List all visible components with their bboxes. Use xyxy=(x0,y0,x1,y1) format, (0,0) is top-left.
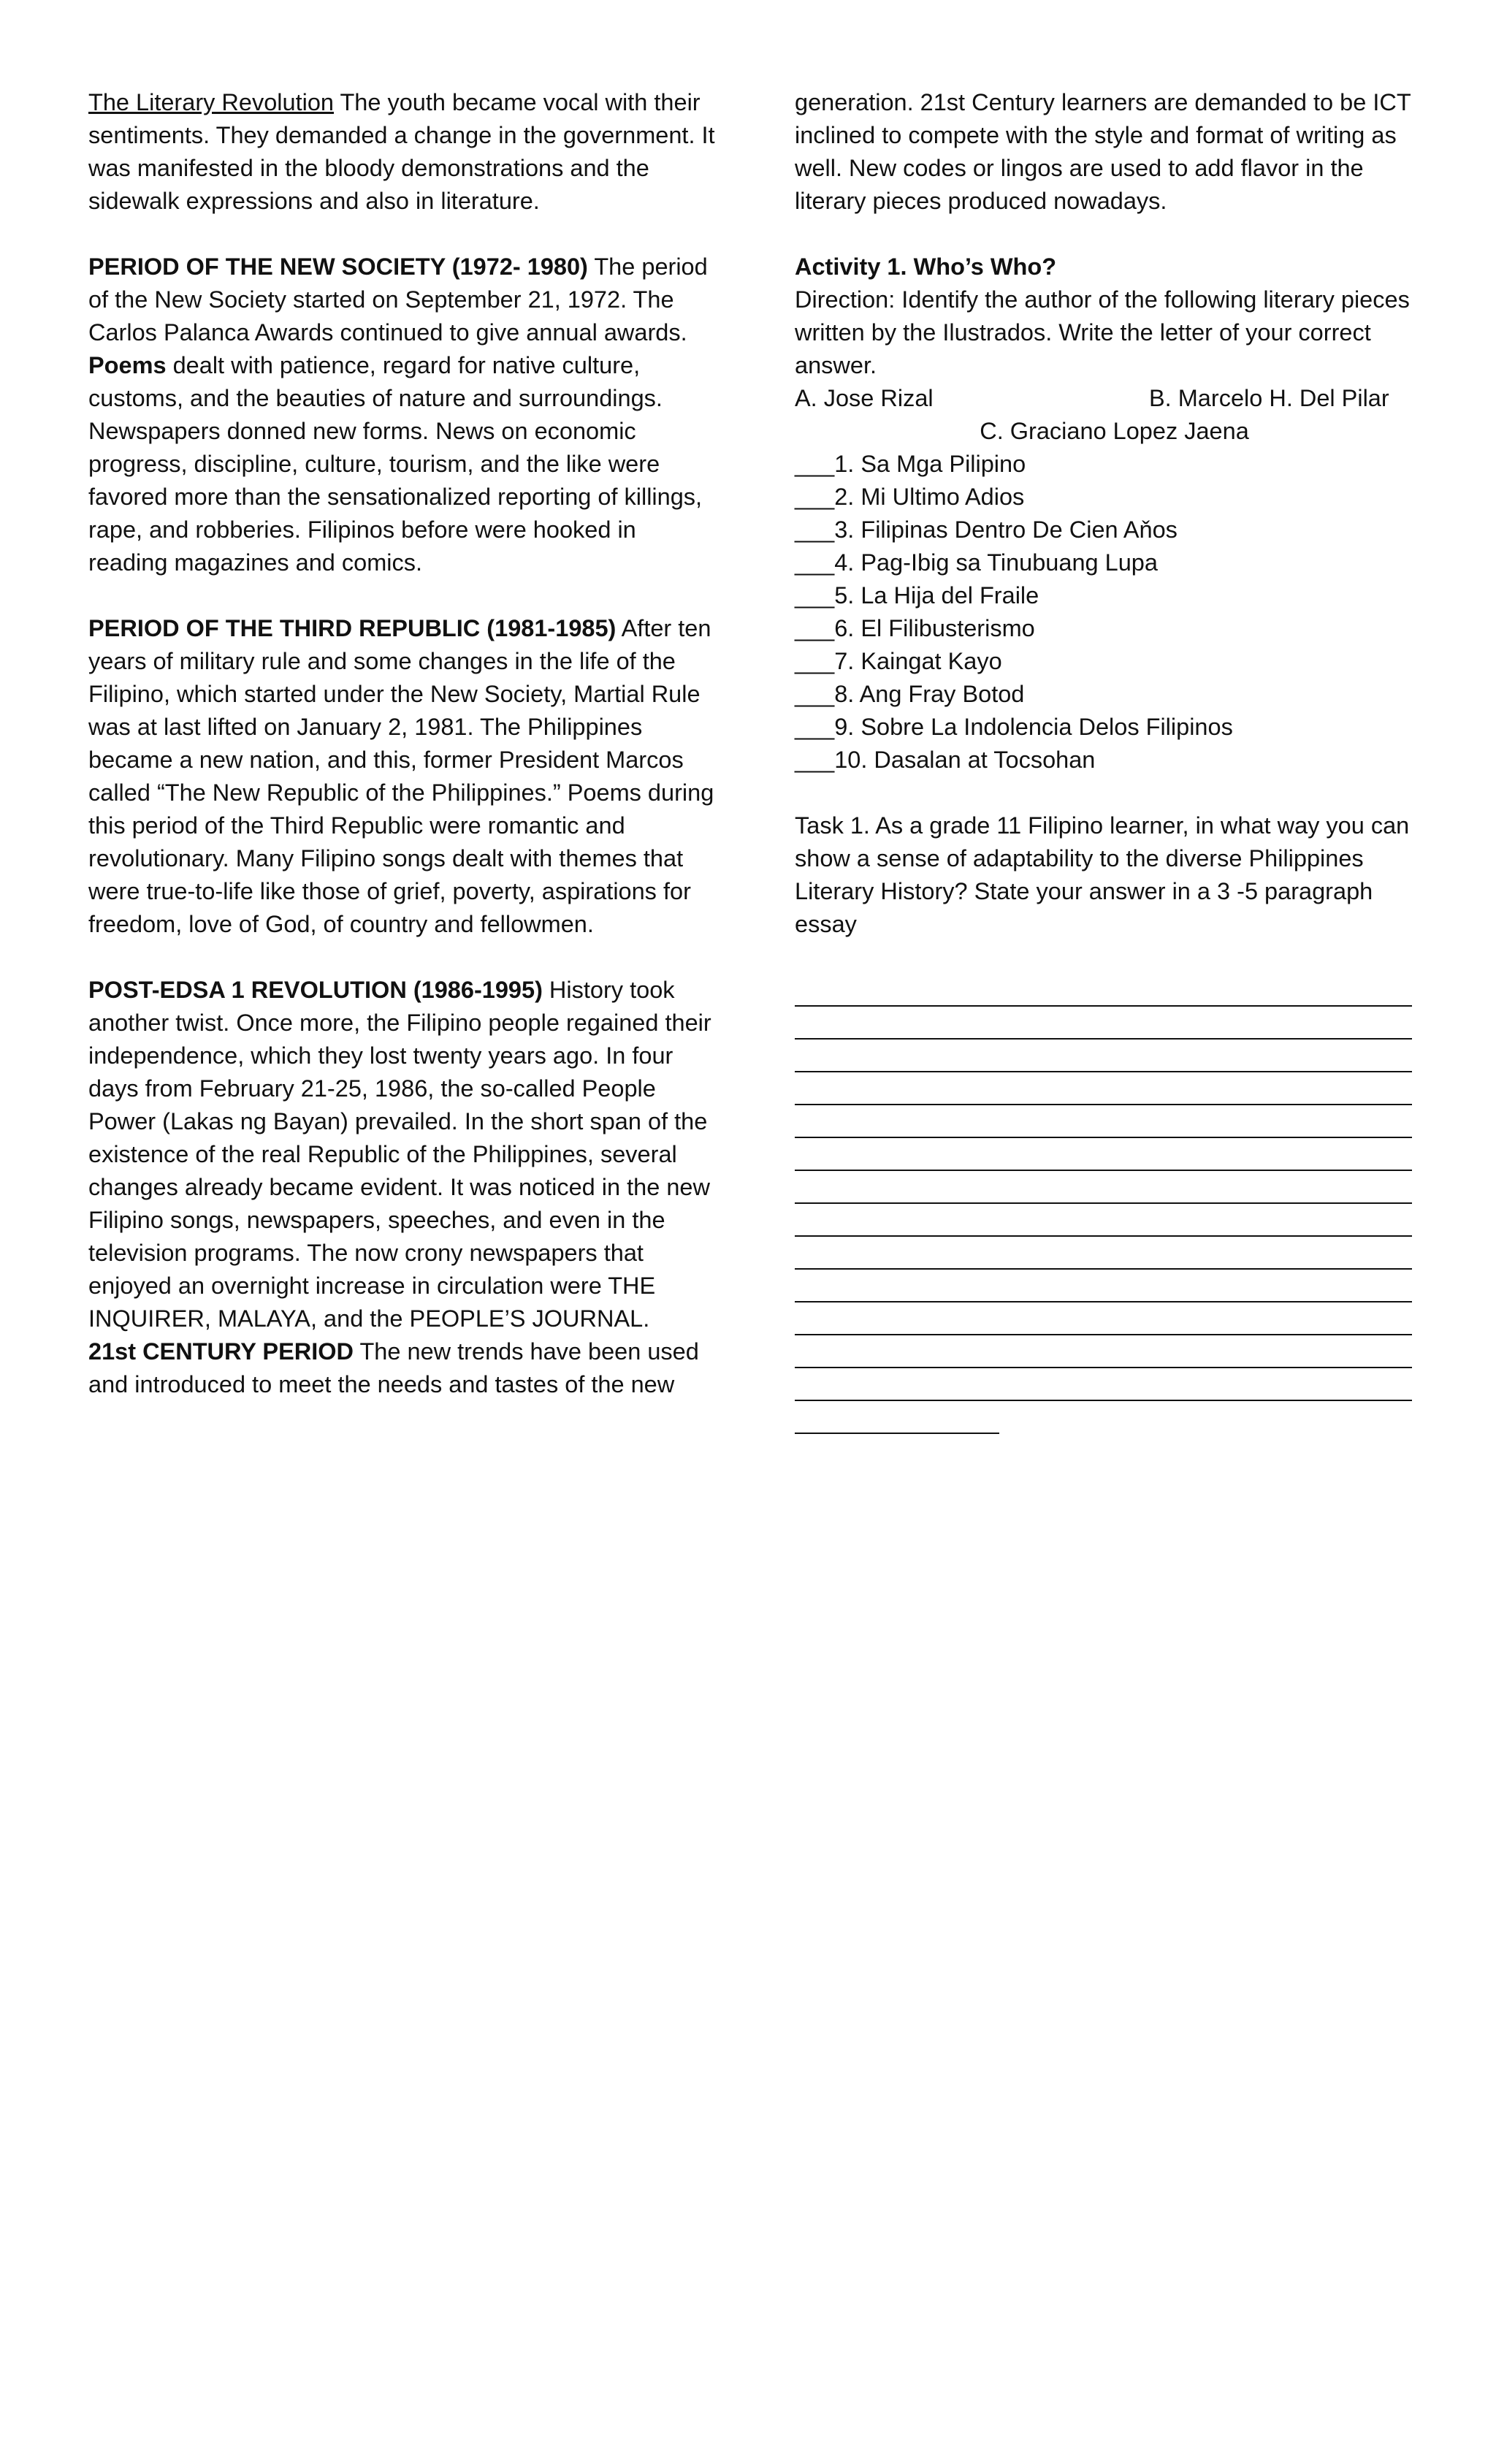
literary-revolution-text: The youth became vocal with their sentiments. They demanded a change in the government. It was manifested in the bloody demonstrations and the sidewalk expressions and also in literature. xyxy=(88,89,715,214)
answer-line[interactable] xyxy=(795,1237,1412,1270)
activity-direction: Direction: Identify the author of the following literary pieces written by the Ilustrados. Write the letter of your correct answer. xyxy=(795,286,1410,378)
answer-line[interactable] xyxy=(795,1171,1412,1204)
answer-line[interactable] xyxy=(795,1270,1412,1302)
answer-line[interactable] xyxy=(795,1302,1412,1335)
third-republic-text: After ten years of military rule and some changes in the life of the Filipino, which started under the New Society, Martial Rule was at last lifted on January 2, 1981. The Philippines became a new nation, and this, former President Marcos called “The New Republic of the Philippines.” Poems during this period of the Third Republic were romantic and revolutionary. Many Filipino songs dealt with themes that were true-to-life like those of grief, poverty, aspirations for freedom, love of God, of country and fellowmen. xyxy=(88,615,714,937)
literary-revolution-paragraph xyxy=(88,86,718,218)
answer-choices-row xyxy=(795,382,1412,415)
list-item[interactable]: ___5. La Hija del Fraile xyxy=(795,582,1039,609)
activity-title: Activity 1. Who’s Who? xyxy=(795,253,1057,280)
post-edsa-heading: POST-EDSA 1 REVOLUTION (1986-1995) xyxy=(88,977,543,1003)
list-item[interactable]: ___10. Dasalan at Tocsohan xyxy=(795,747,1096,773)
list-item[interactable]: ___7. Kaingat Kayo xyxy=(795,648,1002,674)
answer-line[interactable] xyxy=(795,1040,1412,1072)
choice-a: A. Jose Rizal xyxy=(795,385,934,411)
new-society-paragraph xyxy=(88,251,718,579)
list-item[interactable]: ___2. Mi Ultimo Adios xyxy=(795,484,1025,510)
post-edsa-text: History took another twist. Once more, the Filipino people regained their independence, which they lost twenty years ago. In four days from February 21-25, 1986, the so-called People Power (Lakas ng Bayan) prevailed. In the short span of the existence of the real Republic of the Philippines, several changes already became evident. It was noticed in the new Filipino songs, newspapers, speeches, and even in the television programs. The now crony newspapers that enjoyed an overnight increase in circulation were THE INQUIRER, MALAYA, and the PEOPLE’S JOURNAL. xyxy=(88,977,711,1332)
third-republic-paragraph xyxy=(88,612,718,941)
essay-answer-lines[interactable] xyxy=(795,974,1412,1434)
answer-line[interactable] xyxy=(795,1007,1412,1040)
task-prompt: Task 1. As a grade 11 Filipino learner, in what way you can show a sense of adaptability to the diverse Philippines Literary History? State your answer in a 3 -5 paragraph essay xyxy=(795,812,1410,937)
list-item[interactable]: ___4. Pag-Ibig sa Tinubuang Lupa xyxy=(795,549,1158,576)
new-society-heading: PERIOD OF THE NEW SOCIETY (1972- 1980) xyxy=(88,253,588,280)
answer-line[interactable] xyxy=(795,1138,1412,1171)
choice-b: B. Marcelo H. Del Pilar xyxy=(1149,385,1389,411)
list-item[interactable]: ___3. Filipinas Dentro De Cien Aňos xyxy=(795,516,1178,543)
century-heading: 21st CENTURY PERIOD xyxy=(88,1338,354,1365)
list-item[interactable]: ___8. Ang Fray Botod xyxy=(795,681,1025,707)
list-item[interactable]: ___6. El Filibusterismo xyxy=(795,615,1035,641)
activity-item-list xyxy=(795,448,1412,777)
list-item[interactable]: ___1. Sa Mga Pilipino xyxy=(795,451,1026,477)
answer-line[interactable] xyxy=(795,1204,1412,1237)
century-text: The new trends have been used and introduced to meet the needs and tastes of the new xyxy=(88,1338,699,1397)
answer-line[interactable] xyxy=(795,1105,1412,1138)
left-column xyxy=(88,86,718,1401)
list-item[interactable]: ___9. Sobre La Indolencia Delos Filipinos xyxy=(795,714,1233,740)
answer-line[interactable] xyxy=(795,974,1412,1007)
answer-line-short[interactable] xyxy=(795,1401,999,1434)
century-continuation: generation. 21st Century learners are demanded to be ICT inclined to compete with the style and format of writing as well. New codes or lingos are used to add flavor in the literary pieces produced nowadays. xyxy=(795,89,1411,214)
post-edsa-paragraph xyxy=(88,974,718,1335)
literary-revolution-heading: The Literary Revolution xyxy=(88,89,334,115)
third-republic-heading: PERIOD OF THE THIRD REPUBLIC (1981-1985) xyxy=(88,615,617,641)
poems-label: Poems xyxy=(88,352,167,378)
answer-line[interactable] xyxy=(795,1368,1412,1401)
right-column xyxy=(795,86,1412,1434)
new-society-text-2: dealt with patience, regard for native culture, customs, and the beauties of nature and surroundings. Newspapers donned new forms. News on economic progress, discipline, culture, tourism, and the like were favored more than the sensationalized reporting of killings, rape, and robberies. Filipinos before were hooked in reading magazines and comics. xyxy=(88,352,703,576)
choice-c: C. Graciano Lopez Jaena xyxy=(980,418,1249,444)
new-society-text-1: The period of the New Society started on September 21, 1972. The Carlos Palanca Awards continued to give annual awards. xyxy=(88,253,708,346)
century-paragraph xyxy=(88,1335,718,1401)
answer-line[interactable] xyxy=(795,1335,1412,1368)
answer-line[interactable] xyxy=(795,1072,1412,1105)
